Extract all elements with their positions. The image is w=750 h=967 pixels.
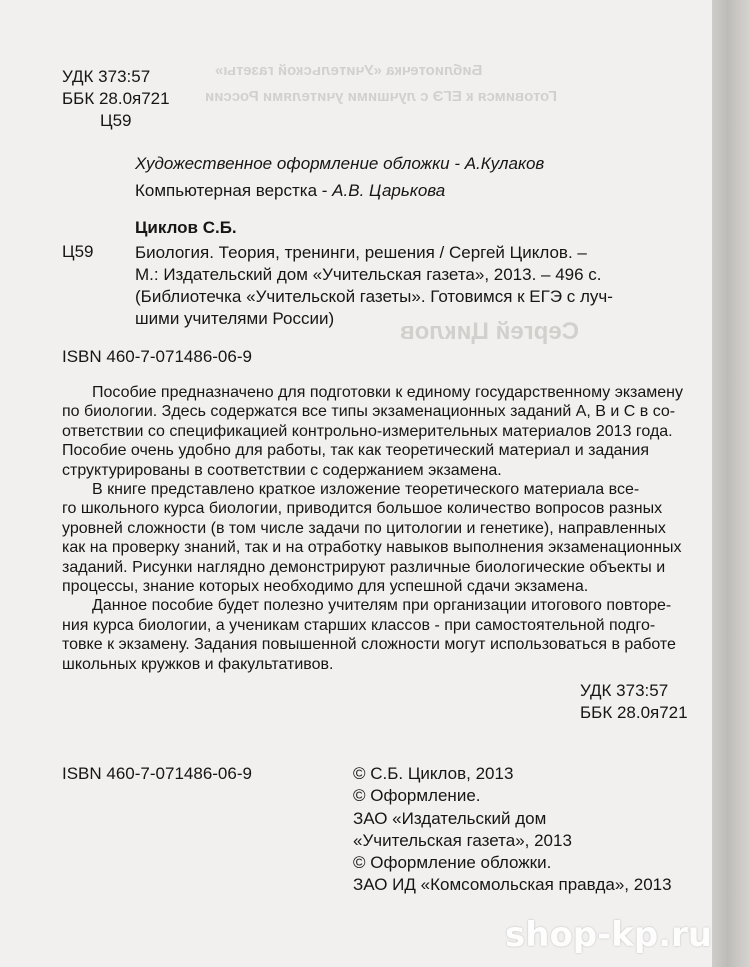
layout-credit-name: А.В. Царькова [332,181,446,200]
catalog-line: Биология. Теория, тренинги, решения / Сергей Циклов. – [135,243,587,262]
copyright-block [353,763,672,897]
copyright-line: ЗАО «Издательский дом [353,808,547,828]
abstract-line: заданий. Рисунки наглядно демонстрируют различные биологические объекты и [62,558,666,576]
copyright-line: «Учительская газета», 2013 [353,830,572,850]
catalog-author: Циклов С.Б. [135,218,237,237]
abstract-line: товке к экзамену. Задания повышенной сложности могут использоваться в работе [62,636,676,654]
abstract-line: как на проверку знаний, так и на отработку навыков выполнения экзаменационных [62,539,682,557]
abstract-line: школьных кружков и факультативов. [62,655,334,673]
classification-header [62,66,170,132]
bbk-code-right: ББК 28.0я721 [580,703,688,722]
author-mark: Ц59 [100,111,132,130]
catalog-description [135,242,695,330]
bbk-code: ББК 28.0я721 [62,89,170,108]
abstract-line: В книге представлено краткое изложение теоретического материала все- [92,481,640,499]
catalog-line: М.: Издательский дом «Учительская газета», 2013. – 496 с. [135,265,602,284]
abstract-line: структурированы в соответствии с содержанием экзамена. [62,461,502,479]
abstract-line: по биологии. Здесь содержатся все типы экзаменационных заданий А, В и С в со- [62,403,676,421]
classification-footer [580,680,688,724]
udk-code-right: УДК 373:57 [580,681,669,700]
layout-credit-label: Компьютерная верстка - [135,181,333,200]
abstract-line: ответствии со спецификацией контрольно-измерительных материалов 2013 года. [62,422,673,440]
layout-credit [135,177,544,204]
abstract-line: процессы, знание которых необходимо для успешной сдачи экзамена. [62,578,589,596]
copyright-line: © С.Б. Циклов, 2013 [353,764,514,783]
copyright-line: © Оформление. [353,786,481,806]
abstract-line: Данное пособие будет полезно учителям при организации итогового повторе- [92,597,672,615]
isbn-top: ISBN 460-7-071486-06-9 [62,347,252,366]
copyright-line: ЗАО ИД «Комсомольская правда», 2013 [353,875,672,895]
isbn-bottom: ISBN 460-7-071486-06-9 [62,764,252,783]
abstract-line: ния курса биологии, а ученикам старших классов - при самостоятельной подго- [62,616,656,634]
catalog-code: Ц59 [62,242,94,261]
bleed-through-text: Библиотечка «Учительской газеты» [215,62,483,79]
bleed-through-text: Сергей Циклов [400,318,580,345]
abstract [62,383,690,674]
abstract-line: го школьного курса биологии, приводится большое количество вопросов разных [62,500,663,518]
catalog-line: (Библиотечка «Учительской газеты». Готовимся к ЕГЭ с луч- [135,287,613,306]
cover-design-credit: Художественное оформление обложки - А.Кулаков [135,154,545,173]
abstract-line: Пособие очень удобно для работы, так как теоретический материал и задания [62,442,649,460]
copyright-line: © Оформление обложки. [353,853,552,873]
abstract-line: уровней сложности (в том числе задачи по цитологии и генетике), направленных [62,519,666,537]
abstract-line: Пособие предназначено для подготовки к единому государственному экзамену [92,384,684,401]
credits [135,150,544,204]
bleed-through-text: Готовимся к ЕГЭ с лучшими учителями России [205,88,558,105]
catalog-line: шими учителями России) [135,309,335,328]
watermark: shop-kp.ru [505,915,713,955]
udk-code: УДК 373:57 [62,67,151,86]
page-edge [712,0,750,967]
